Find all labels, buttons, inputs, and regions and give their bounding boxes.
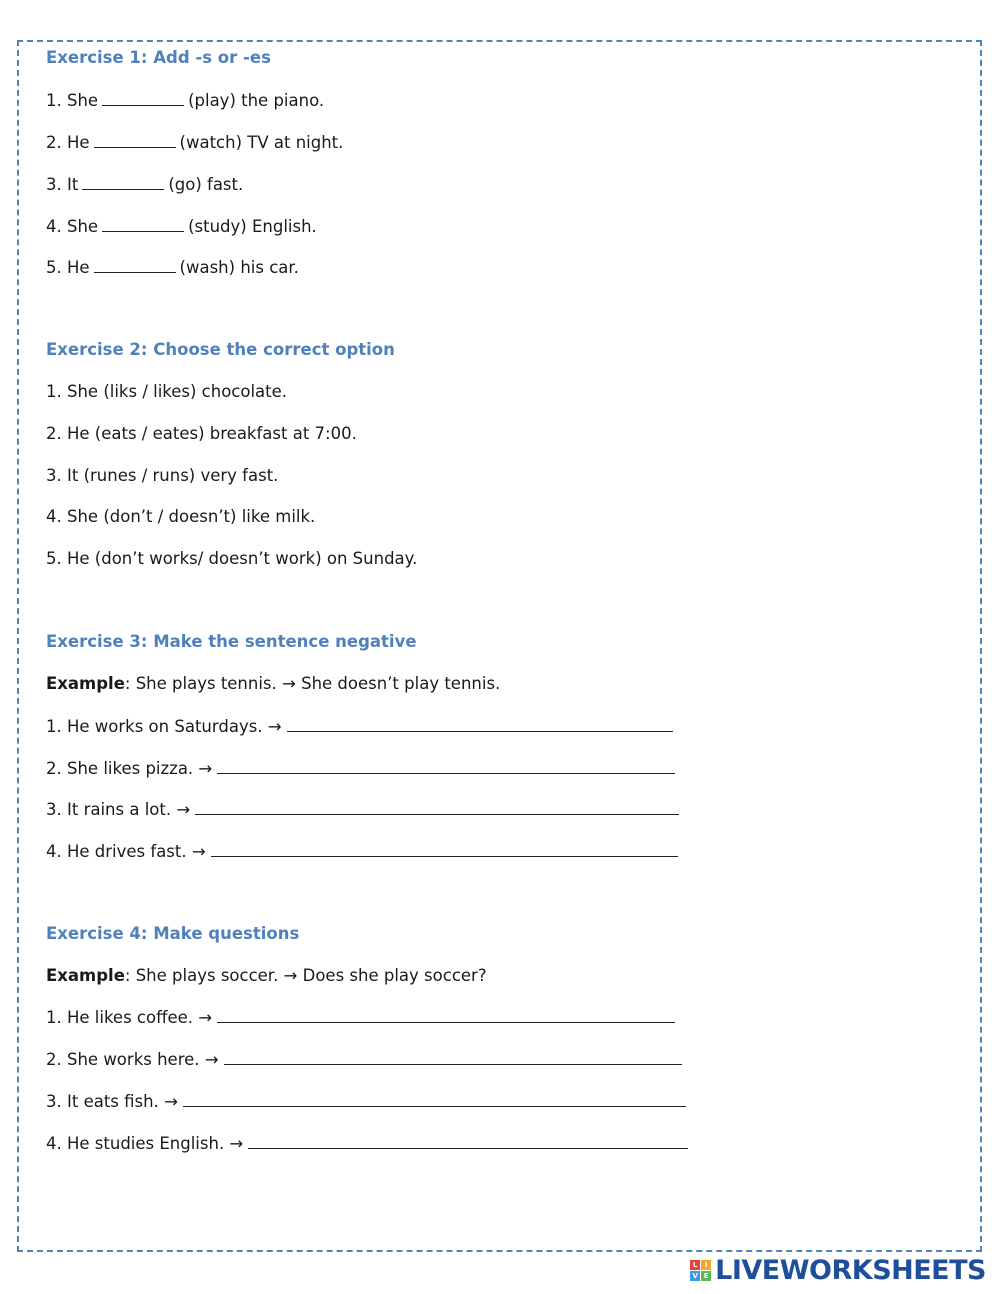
exercise-1-item: 4. She (study) English. <box>46 217 317 236</box>
exercise-1-item: 3. It (go) fast. <box>46 175 244 194</box>
answer-blank[interactable] <box>82 173 164 190</box>
answer-blank[interactable] <box>102 89 184 106</box>
answer-line[interactable] <box>183 1090 686 1107</box>
answer-blank[interactable] <box>102 215 184 232</box>
liveworksheets-logo[interactable] <box>690 1255 986 1285</box>
exercise-1-item: 1. She (play) the piano. <box>46 91 325 110</box>
exercise-4-title: Exercise 4: Make questions <box>46 924 300 943</box>
exercise-3-item: 4. He drives fast. → <box>46 840 678 863</box>
answer-line[interactable] <box>211 840 678 857</box>
exercise-2-item[interactable]: 3. It (runes / runs) very fast. <box>46 466 279 485</box>
exercise-3-item: 2. She likes pizza. → <box>46 757 675 780</box>
exercise-4-item: 2. She works here. → <box>46 1048 682 1071</box>
answer-line[interactable] <box>217 1006 675 1023</box>
answer-line[interactable] <box>217 757 675 774</box>
exercise-3-example: Example: She plays tennis. → She doesn’t play tennis. <box>46 674 501 693</box>
liveworksheets-logo-text: LIVEWORKSHEETS <box>715 1254 986 1286</box>
exercise-2-item[interactable]: 5. He (don’t works/ doesn’t work) on Sunday. <box>46 549 418 568</box>
exercise-4-item: 4. He studies English. → <box>46 1132 688 1155</box>
exercise-3-title: Exercise 3: Make the sentence negative <box>46 632 417 651</box>
exercise-3-item: 1. He works on Saturdays. → <box>46 715 673 738</box>
answer-line[interactable] <box>195 798 679 815</box>
answer-blank[interactable] <box>94 256 176 273</box>
exercise-3-item: 3. It rains a lot. → <box>46 798 679 821</box>
exercise-1-title: Exercise 1: Add -s or -es <box>46 48 271 67</box>
answer-blank[interactable] <box>94 131 176 148</box>
exercise-1-item: 5. He (wash) his car. <box>46 258 299 277</box>
answer-line[interactable] <box>287 715 673 732</box>
exercise-4-item: 1. He likes coffee. → <box>46 1006 675 1029</box>
exercise-4-item: 3. It eats fish. → <box>46 1090 686 1113</box>
exercise-1-item: 2. He (watch) TV at night. <box>46 133 344 152</box>
answer-line[interactable] <box>248 1132 688 1149</box>
answer-line[interactable] <box>224 1048 682 1065</box>
exercise-2-item[interactable]: 4. She (don’t / doesn’t) like milk. <box>46 507 316 526</box>
exercise-2-title: Exercise 2: Choose the correct option <box>46 340 395 359</box>
exercise-4-example: Example: She plays soccer. → Does she play soccer? <box>46 966 487 985</box>
exercise-2-item[interactable]: 1. She (liks / likes) chocolate. <box>46 382 288 401</box>
liveworksheets-logo-icon: L I V E <box>690 1260 711 1281</box>
exercise-2-item[interactable]: 2. He (eats / eates) breakfast at 7:00. <box>46 424 357 443</box>
